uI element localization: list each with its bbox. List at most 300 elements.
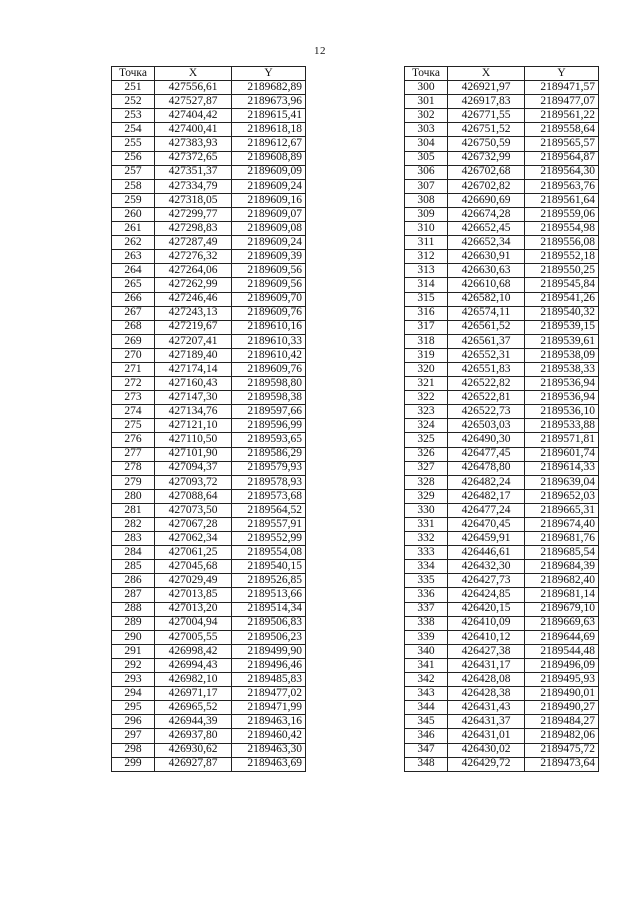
x-cell: 426490,30	[448, 433, 525, 447]
x-cell: 426732,99	[448, 151, 525, 165]
y-cell: 2189681,76	[525, 532, 599, 546]
point-cell: 275	[112, 419, 155, 433]
table-body-right	[405, 81, 599, 772]
point-cell: 270	[112, 348, 155, 362]
table-row	[405, 743, 599, 757]
table-row	[112, 278, 306, 292]
x-cell: 426674,28	[448, 207, 525, 221]
x-cell: 426574,11	[448, 306, 525, 320]
y-cell: 2189499,90	[232, 644, 306, 658]
x-cell: 426410,09	[448, 616, 525, 630]
table-row	[405, 236, 599, 250]
table-row	[112, 673, 306, 687]
point-cell: 312	[405, 250, 448, 264]
table-row	[405, 137, 599, 151]
y-cell: 2189578,93	[232, 475, 306, 489]
x-cell: 426459,91	[448, 532, 525, 546]
x-cell: 426482,24	[448, 475, 525, 489]
x-cell: 426750,59	[448, 137, 525, 151]
point-cell: 271	[112, 362, 155, 376]
x-cell: 427005,55	[155, 630, 232, 644]
point-cell: 324	[405, 419, 448, 433]
coordinates-table-left	[111, 66, 306, 772]
x-cell: 427404,42	[155, 109, 232, 123]
x-cell: 426551,83	[448, 362, 525, 376]
y-cell: 2189685,54	[525, 546, 599, 560]
table-row	[405, 391, 599, 405]
x-cell: 426751,52	[448, 123, 525, 137]
y-cell: 2189540,32	[525, 306, 599, 320]
x-cell: 427246,46	[155, 292, 232, 306]
point-cell: 322	[405, 391, 448, 405]
point-cell: 252	[112, 95, 155, 109]
table-row	[112, 602, 306, 616]
table-row	[112, 137, 306, 151]
y-cell: 2189471,57	[525, 81, 599, 95]
point-cell: 342	[405, 673, 448, 687]
x-cell: 427062,34	[155, 532, 232, 546]
y-cell: 2189473,64	[525, 757, 599, 771]
table-row	[405, 222, 599, 236]
table-row	[405, 433, 599, 447]
x-cell: 426420,15	[448, 602, 525, 616]
y-cell: 2189564,52	[232, 503, 306, 517]
y-cell: 2189536,94	[525, 391, 599, 405]
y-cell: 2189558,64	[525, 123, 599, 137]
y-cell: 2189564,30	[525, 165, 599, 179]
x-cell: 426921,97	[448, 81, 525, 95]
table-row	[112, 123, 306, 137]
table-row	[112, 306, 306, 320]
x-cell: 426927,87	[155, 757, 232, 771]
table-body-left	[112, 81, 306, 772]
point-cell: 290	[112, 630, 155, 644]
x-cell: 427264,06	[155, 264, 232, 278]
coordinates-table-right	[404, 66, 599, 772]
point-cell: 344	[405, 701, 448, 715]
table-row	[405, 673, 599, 687]
table-row	[112, 334, 306, 348]
x-cell: 426522,82	[448, 377, 525, 391]
y-cell: 2189586,29	[232, 447, 306, 461]
y-cell: 2189559,06	[525, 207, 599, 221]
table-row	[405, 264, 599, 278]
table-row	[112, 179, 306, 193]
point-cell: 257	[112, 165, 155, 179]
point-cell: 320	[405, 362, 448, 376]
table-header-row	[112, 67, 306, 81]
point-cell: 336	[405, 588, 448, 602]
table-row	[112, 574, 306, 588]
point-cell: 300	[405, 81, 448, 95]
point-cell: 264	[112, 264, 155, 278]
table-row	[112, 616, 306, 630]
table-row	[405, 165, 599, 179]
x-cell: 427299,77	[155, 207, 232, 221]
table-row	[112, 81, 306, 95]
point-cell: 284	[112, 546, 155, 560]
x-cell: 426431,17	[448, 658, 525, 672]
table-row	[405, 729, 599, 743]
y-cell: 2189609,39	[232, 250, 306, 264]
x-cell: 426431,37	[448, 715, 525, 729]
x-cell: 426944,39	[155, 715, 232, 729]
y-cell: 2189565,57	[525, 137, 599, 151]
x-cell: 427298,83	[155, 222, 232, 236]
point-cell: 321	[405, 377, 448, 391]
x-cell: 426982,10	[155, 673, 232, 687]
table-row	[405, 193, 599, 207]
point-cell: 305	[405, 151, 448, 165]
point-cell: 259	[112, 193, 155, 207]
y-cell: 2189679,10	[525, 602, 599, 616]
table-row	[405, 348, 599, 362]
table-row	[405, 715, 599, 729]
header-x: X	[448, 67, 525, 81]
y-cell: 2189674,40	[525, 518, 599, 532]
y-cell: 2189550,25	[525, 264, 599, 278]
x-cell: 427262,99	[155, 278, 232, 292]
x-cell: 427061,25	[155, 546, 232, 560]
point-cell: 297	[112, 729, 155, 743]
table-row	[405, 602, 599, 616]
table-row	[405, 503, 599, 517]
y-cell: 2189609,76	[232, 362, 306, 376]
table-header-row	[405, 67, 599, 81]
point-cell: 331	[405, 518, 448, 532]
table-row	[112, 264, 306, 278]
table-row	[405, 109, 599, 123]
x-cell: 427067,28	[155, 518, 232, 532]
point-cell: 341	[405, 658, 448, 672]
y-cell: 2189612,67	[232, 137, 306, 151]
y-cell: 2189609,56	[232, 278, 306, 292]
x-cell: 426552,31	[448, 348, 525, 362]
point-cell: 265	[112, 278, 155, 292]
y-cell: 2189495,93	[525, 673, 599, 687]
y-cell: 2189460,42	[232, 729, 306, 743]
y-cell: 2189539,15	[525, 320, 599, 334]
table-row	[405, 123, 599, 137]
x-cell: 426702,68	[448, 165, 525, 179]
point-cell: 301	[405, 95, 448, 109]
point-cell: 309	[405, 207, 448, 221]
y-cell: 2189554,98	[525, 222, 599, 236]
table-row	[405, 377, 599, 391]
header-point: Точка	[112, 67, 155, 81]
x-cell: 426937,80	[155, 729, 232, 743]
y-cell: 2189609,07	[232, 207, 306, 221]
point-cell: 348	[405, 757, 448, 771]
y-cell: 2189608,89	[232, 151, 306, 165]
y-cell: 2189593,65	[232, 433, 306, 447]
point-cell: 335	[405, 574, 448, 588]
y-cell: 2189609,08	[232, 222, 306, 236]
table-row	[112, 109, 306, 123]
point-cell: 340	[405, 644, 448, 658]
table-row	[405, 757, 599, 771]
y-cell: 2189477,07	[525, 95, 599, 109]
x-cell: 426971,17	[155, 687, 232, 701]
y-cell: 2189545,84	[525, 278, 599, 292]
point-cell: 289	[112, 616, 155, 630]
table-row	[405, 81, 599, 95]
y-cell: 2189552,99	[232, 532, 306, 546]
point-cell: 283	[112, 532, 155, 546]
y-cell: 2189557,91	[232, 518, 306, 532]
table-row	[112, 644, 306, 658]
y-cell: 2189463,30	[232, 743, 306, 757]
y-cell: 2189514,34	[232, 602, 306, 616]
table-row	[112, 207, 306, 221]
x-cell: 426630,63	[448, 264, 525, 278]
x-cell: 427318,05	[155, 193, 232, 207]
header-y: Y	[525, 67, 599, 81]
x-cell: 426702,82	[448, 179, 525, 193]
x-cell: 427094,37	[155, 461, 232, 475]
y-cell: 2189506,23	[232, 630, 306, 644]
y-cell: 2189609,56	[232, 264, 306, 278]
x-cell: 427093,72	[155, 475, 232, 489]
table-row	[405, 546, 599, 560]
table-row	[112, 546, 306, 560]
x-cell: 426478,80	[448, 461, 525, 475]
point-cell: 292	[112, 658, 155, 672]
point-cell: 316	[405, 306, 448, 320]
point-cell: 338	[405, 616, 448, 630]
x-cell: 427013,20	[155, 602, 232, 616]
page-number: 12	[314, 45, 326, 57]
point-cell: 288	[112, 602, 155, 616]
table-row	[112, 419, 306, 433]
y-cell: 2189563,76	[525, 179, 599, 193]
point-cell: 267	[112, 306, 155, 320]
y-cell: 2189644,69	[525, 630, 599, 644]
point-cell: 278	[112, 461, 155, 475]
point-cell: 310	[405, 222, 448, 236]
point-cell: 343	[405, 687, 448, 701]
y-cell: 2189544,48	[525, 644, 599, 658]
table-row	[405, 687, 599, 701]
table-row	[405, 574, 599, 588]
y-cell: 2189610,33	[232, 334, 306, 348]
point-cell: 280	[112, 489, 155, 503]
table-row	[405, 560, 599, 574]
point-cell: 255	[112, 137, 155, 151]
table-row	[112, 391, 306, 405]
x-cell: 427073,50	[155, 503, 232, 517]
table-row	[405, 207, 599, 221]
table-row	[112, 320, 306, 334]
table-row	[112, 560, 306, 574]
point-cell: 345	[405, 715, 448, 729]
y-cell: 2189540,15	[232, 560, 306, 574]
point-cell: 334	[405, 560, 448, 574]
y-cell: 2189609,24	[232, 179, 306, 193]
table-row	[112, 757, 306, 771]
point-cell: 299	[112, 757, 155, 771]
x-cell: 426522,73	[448, 405, 525, 419]
point-cell: 262	[112, 236, 155, 250]
y-cell: 2189665,31	[525, 503, 599, 517]
x-cell: 426998,42	[155, 644, 232, 658]
x-cell: 427207,41	[155, 334, 232, 348]
point-cell: 296	[112, 715, 155, 729]
table-row	[112, 630, 306, 644]
x-cell: 427121,10	[155, 419, 232, 433]
point-cell: 279	[112, 475, 155, 489]
point-cell: 281	[112, 503, 155, 517]
y-cell: 2189639,04	[525, 475, 599, 489]
point-cell: 277	[112, 447, 155, 461]
point-cell: 254	[112, 123, 155, 137]
point-cell: 325	[405, 433, 448, 447]
x-cell: 426522,81	[448, 391, 525, 405]
table-row	[112, 95, 306, 109]
point-cell: 287	[112, 588, 155, 602]
x-cell: 427219,67	[155, 320, 232, 334]
x-cell: 426610,68	[448, 278, 525, 292]
point-cell: 339	[405, 630, 448, 644]
point-cell: 303	[405, 123, 448, 137]
x-cell: 426690,69	[448, 193, 525, 207]
y-cell: 2189561,64	[525, 193, 599, 207]
table-row	[405, 278, 599, 292]
y-cell: 2189573,68	[232, 489, 306, 503]
y-cell: 2189614,33	[525, 461, 599, 475]
x-cell: 427287,49	[155, 236, 232, 250]
x-cell: 427013,85	[155, 588, 232, 602]
y-cell: 2189471,99	[232, 701, 306, 715]
table-row	[112, 658, 306, 672]
point-cell: 319	[405, 348, 448, 362]
table-row	[405, 616, 599, 630]
x-cell: 426427,73	[448, 574, 525, 588]
x-cell: 426470,45	[448, 518, 525, 532]
point-cell: 285	[112, 560, 155, 574]
x-cell: 427400,41	[155, 123, 232, 137]
x-cell: 427029,49	[155, 574, 232, 588]
point-cell: 256	[112, 151, 155, 165]
point-cell: 295	[112, 701, 155, 715]
point-cell: 307	[405, 179, 448, 193]
x-cell: 427045,68	[155, 560, 232, 574]
table-row	[405, 701, 599, 715]
point-cell: 274	[112, 405, 155, 419]
y-cell: 2189564,87	[525, 151, 599, 165]
table-row	[112, 362, 306, 376]
table-row	[405, 292, 599, 306]
point-cell: 266	[112, 292, 155, 306]
y-cell: 2189597,66	[232, 405, 306, 419]
y-cell: 2189609,09	[232, 165, 306, 179]
y-cell: 2189561,22	[525, 109, 599, 123]
x-cell: 427004,94	[155, 616, 232, 630]
x-cell: 426432,30	[448, 560, 525, 574]
table-row	[112, 433, 306, 447]
x-cell: 426429,72	[448, 757, 525, 771]
y-cell: 2189496,09	[525, 658, 599, 672]
x-cell: 426994,43	[155, 658, 232, 672]
y-cell: 2189552,18	[525, 250, 599, 264]
y-cell: 2189609,70	[232, 292, 306, 306]
point-cell: 306	[405, 165, 448, 179]
table-row	[112, 405, 306, 419]
point-cell: 276	[112, 433, 155, 447]
point-cell: 330	[405, 503, 448, 517]
point-cell: 313	[405, 264, 448, 278]
point-cell: 261	[112, 222, 155, 236]
table-row	[112, 743, 306, 757]
table-row	[112, 489, 306, 503]
point-cell: 253	[112, 109, 155, 123]
header-point: Точка	[405, 67, 448, 81]
point-cell: 327	[405, 461, 448, 475]
x-cell: 426431,01	[448, 729, 525, 743]
y-cell: 2189598,80	[232, 377, 306, 391]
point-cell: 298	[112, 743, 155, 757]
x-cell: 426652,45	[448, 222, 525, 236]
x-cell: 426430,02	[448, 743, 525, 757]
x-cell: 426965,52	[155, 701, 232, 715]
x-cell: 426917,83	[448, 95, 525, 109]
y-cell: 2189571,81	[525, 433, 599, 447]
table-row	[405, 151, 599, 165]
point-cell: 326	[405, 447, 448, 461]
point-cell: 317	[405, 320, 448, 334]
point-cell: 308	[405, 193, 448, 207]
point-cell: 323	[405, 405, 448, 419]
table-row	[405, 644, 599, 658]
table-row	[405, 334, 599, 348]
table-row	[405, 179, 599, 193]
y-cell: 2189490,27	[525, 701, 599, 715]
x-cell: 426630,91	[448, 250, 525, 264]
y-cell: 2189673,96	[232, 95, 306, 109]
x-cell: 426446,61	[448, 546, 525, 560]
table-row	[405, 588, 599, 602]
point-cell: 332	[405, 532, 448, 546]
x-cell: 427351,37	[155, 165, 232, 179]
y-cell: 2189526,85	[232, 574, 306, 588]
table-row	[405, 630, 599, 644]
y-cell: 2189539,61	[525, 334, 599, 348]
y-cell: 2189596,99	[232, 419, 306, 433]
table-row	[112, 222, 306, 236]
y-cell: 2189609,24	[232, 236, 306, 250]
y-cell: 2189554,08	[232, 546, 306, 560]
table-row	[112, 151, 306, 165]
x-cell: 426431,43	[448, 701, 525, 715]
x-cell: 427243,13	[155, 306, 232, 320]
x-cell: 426477,24	[448, 503, 525, 517]
point-cell: 304	[405, 137, 448, 151]
point-cell: 291	[112, 644, 155, 658]
y-cell: 2189681,14	[525, 588, 599, 602]
table-row	[405, 320, 599, 334]
x-cell: 426582,10	[448, 292, 525, 306]
table-row	[405, 532, 599, 546]
point-cell: 272	[112, 377, 155, 391]
x-cell: 427372,65	[155, 151, 232, 165]
x-cell: 426561,37	[448, 334, 525, 348]
point-cell: 251	[112, 81, 155, 95]
x-cell: 426771,55	[448, 109, 525, 123]
y-cell: 2189541,26	[525, 292, 599, 306]
y-cell: 2189463,69	[232, 757, 306, 771]
x-cell: 426428,38	[448, 687, 525, 701]
table-row	[112, 532, 306, 546]
